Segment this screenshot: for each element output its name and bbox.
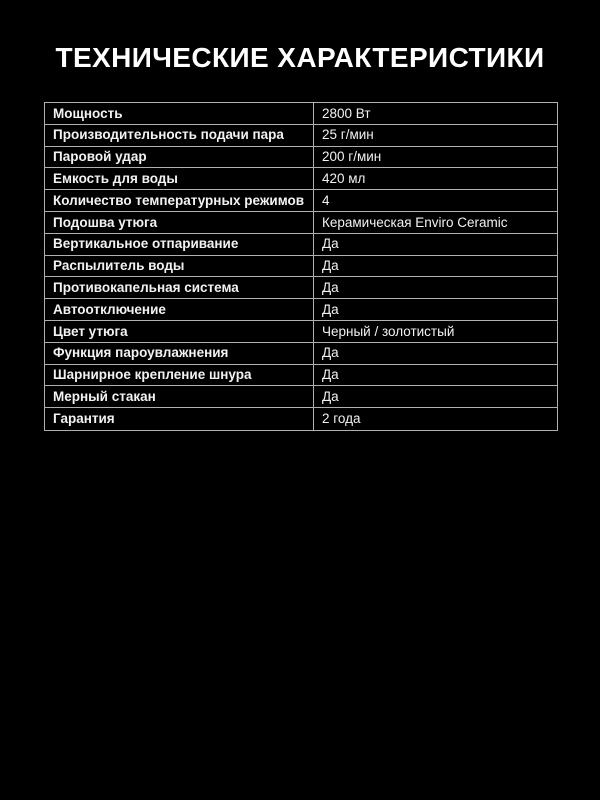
spec-row	[45, 234, 557, 256]
spec-label: Распылитель воды	[45, 256, 314, 277]
spec-row	[45, 212, 557, 234]
spec-row	[45, 386, 557, 408]
spec-value: Черный / золотистый	[322, 323, 455, 339]
spec-value: Да	[322, 258, 339, 274]
spec-label: Количество температурных режимов	[45, 190, 314, 211]
spec-label: Мощность	[45, 103, 314, 124]
spec-value: 4	[322, 192, 330, 208]
spec-row	[45, 168, 557, 190]
spec-value: 420 мл	[322, 171, 366, 187]
spec-label: Емкость для воды	[45, 168, 314, 189]
spec-value: Да	[322, 236, 339, 252]
spec-value: 200 г/мин	[322, 149, 382, 165]
spec-label: Автоотключение	[45, 299, 314, 320]
spec-row	[45, 299, 557, 321]
spec-value: Да	[322, 389, 339, 404]
spec-value: Да	[322, 345, 339, 361]
spec-label: Функция пароувлажнения	[45, 343, 314, 364]
spec-table	[44, 102, 558, 431]
spec-label: Подошва утюга	[45, 212, 314, 233]
spec-row	[45, 147, 557, 169]
spec-row	[45, 125, 557, 147]
spec-value: 2800 Вт	[322, 105, 371, 121]
spec-value: Да	[322, 367, 339, 383]
spec-label: Вертикальное отпаривание	[45, 234, 314, 255]
spec-value: 25 г/мин	[322, 127, 374, 143]
spec-value: Да	[322, 301, 339, 317]
spec-label: Шарнирное крепление шнура	[45, 365, 314, 386]
spec-value: Керамическая Enviro Ceramic	[322, 214, 508, 230]
spec-row	[45, 190, 557, 212]
spec-row	[45, 103, 557, 125]
spec-label: Цвет утюга	[45, 321, 314, 342]
spec-row	[45, 256, 557, 278]
spec-row	[45, 321, 557, 343]
spec-row	[45, 408, 557, 430]
spec-label: Мерный стакан	[45, 386, 314, 407]
spec-value: 2 года	[322, 411, 361, 427]
spec-label: Противокапельная система	[45, 277, 314, 298]
spec-row	[45, 365, 557, 387]
spec-row	[45, 277, 557, 299]
spec-value: Да	[322, 280, 339, 296]
spec-row	[45, 343, 557, 365]
page-title: ТЕХНИЧЕСКИЕ ХАРАКТЕРИСТИКИ	[55, 42, 545, 73]
spec-label: Производительность подачи пара	[45, 125, 314, 146]
spec-label: Гарантия	[45, 408, 314, 430]
spec-label: Паровой удар	[45, 147, 314, 168]
